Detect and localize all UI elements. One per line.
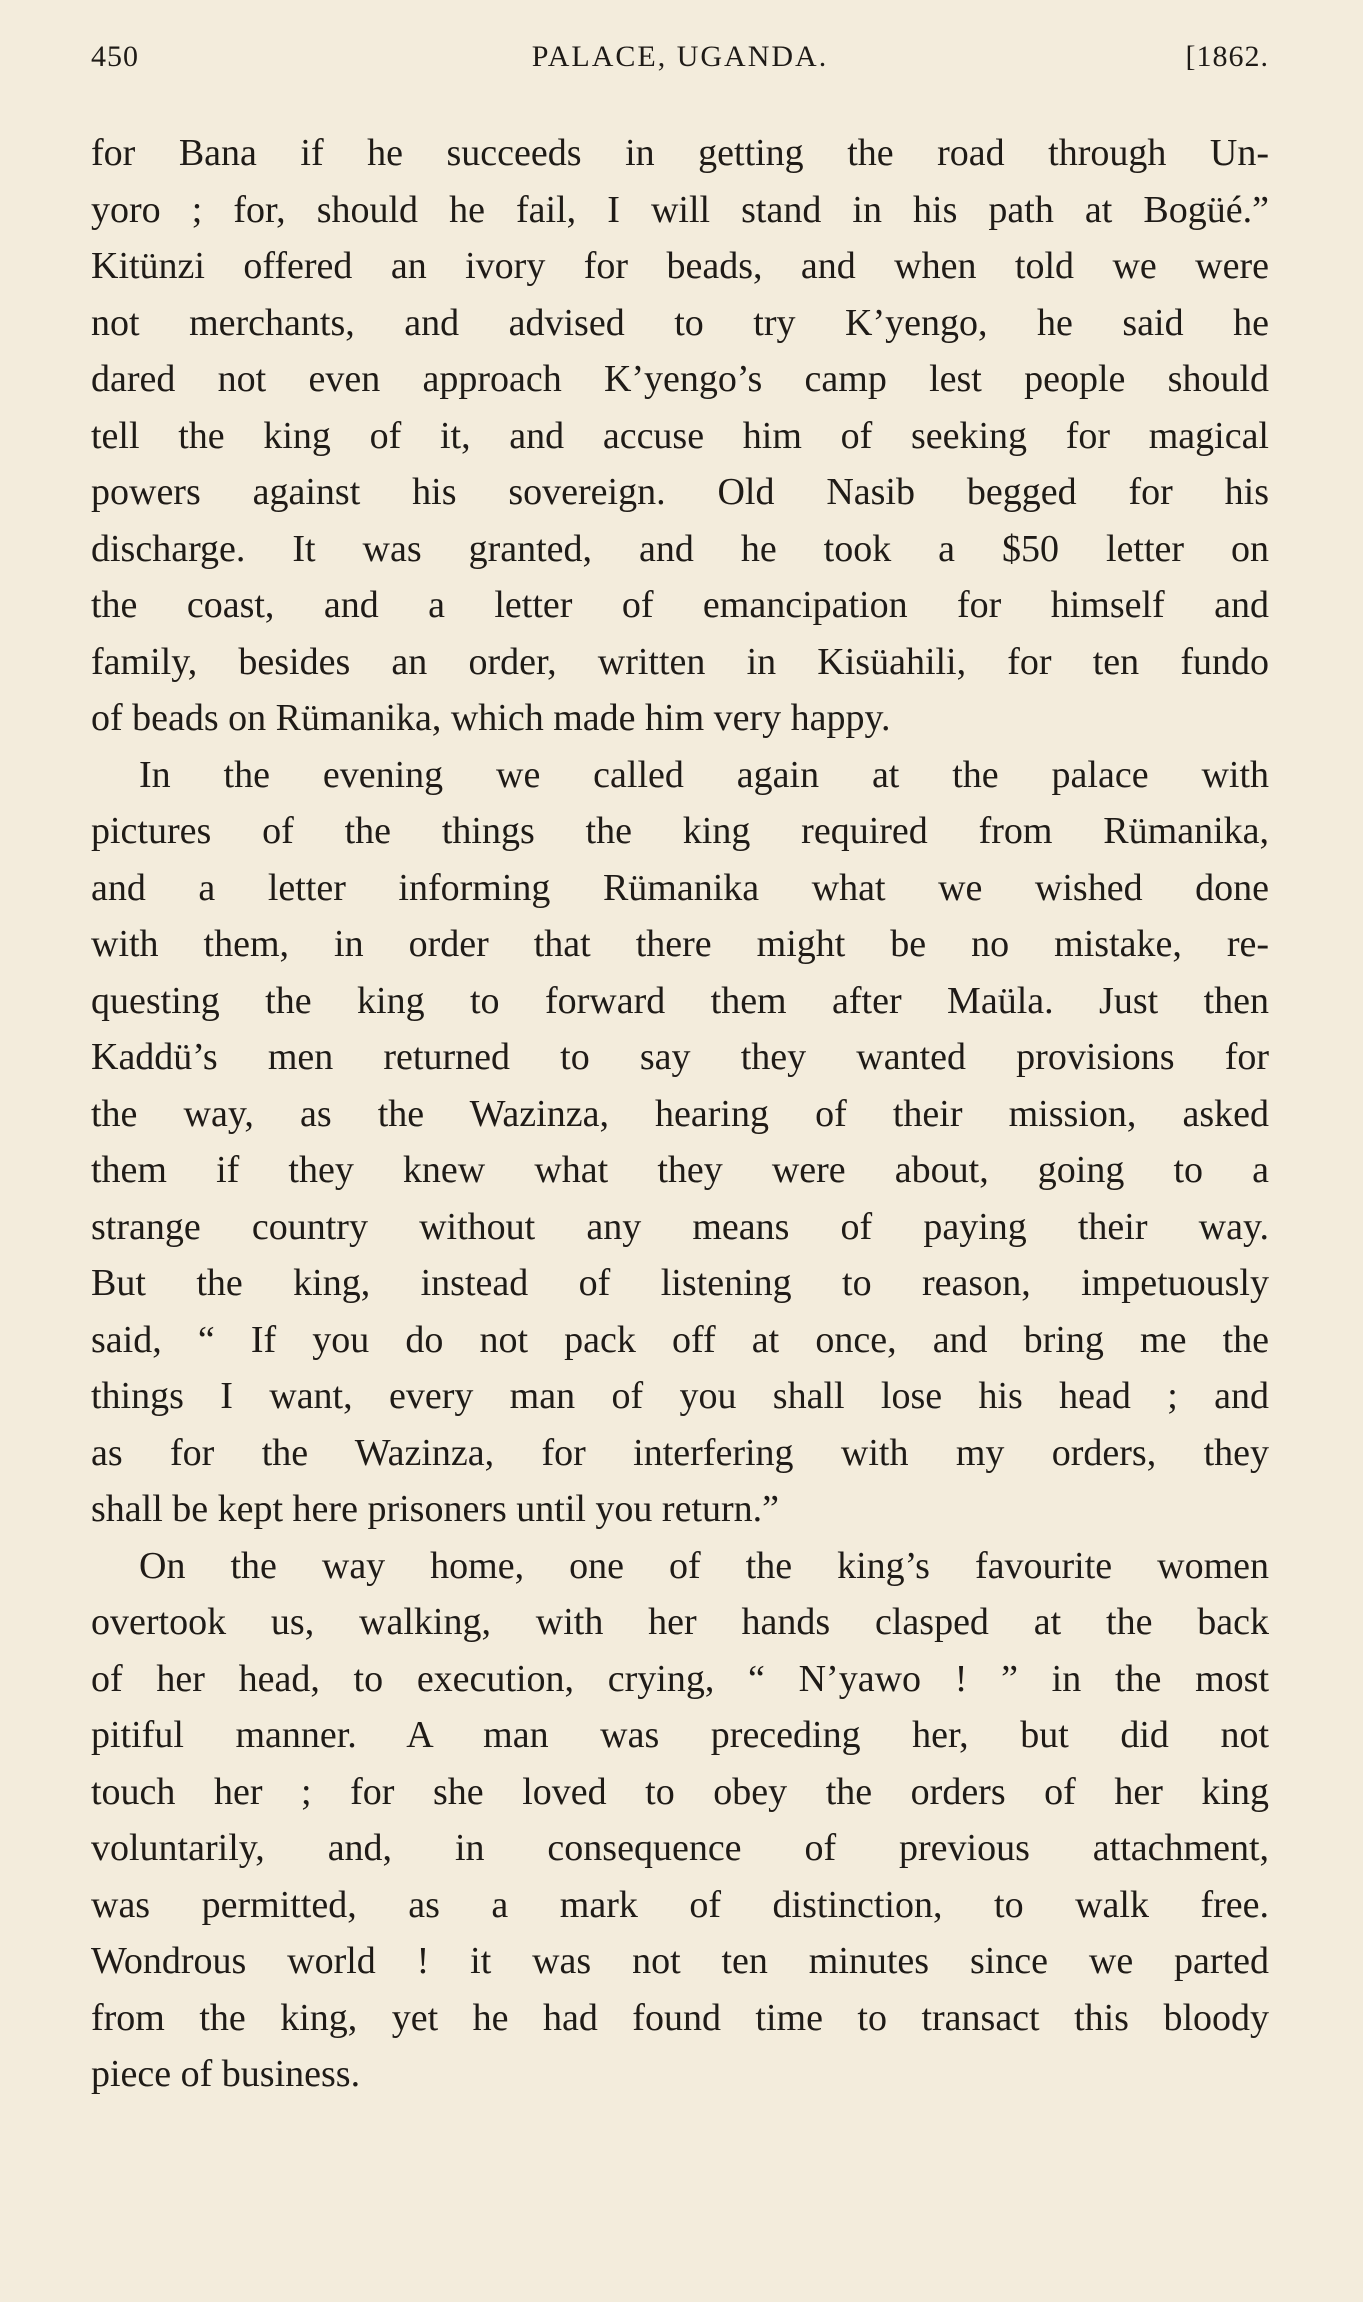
text-line: of beads on Rümanika, which made him very happy. — [91, 697, 891, 739]
text-line: discharge. It was granted, and he took a $50 letter on — [91, 527, 1269, 570]
page-number: 450 — [91, 40, 139, 73]
text-line: and a letter informing Rümanika what we wished done — [91, 866, 1269, 909]
header-year: [1862. — [1185, 40, 1269, 73]
text-line: as for the Wazinza, for interfering with my orders, they — [91, 1431, 1269, 1474]
text-line: But the king, instead of listening to reason, impetuously — [91, 1262, 1269, 1304]
text-line: family, besides an order, written in Kisüahili, for ten fundo — [91, 640, 1269, 683]
text-line: said, “ If you do not pack off at once, and bring me the — [91, 1318, 1269, 1361]
text-line: pictures of the things the king required from Rümanika, — [91, 810, 1269, 852]
text-line: voluntarily, and, in consequence of previous attachment, — [91, 1827, 1269, 1869]
text-line: from the king, yet he had found time to transact this bloody — [91, 1996, 1269, 2039]
text-line: with them, in order that there might be no mistake, re- — [91, 923, 1269, 965]
text-line: of her head, to execution, crying, “ N’yawo ! ” in the most — [91, 1657, 1269, 1700]
text-line: the coast, and a letter of emancipation for himself and — [91, 584, 1269, 626]
text-line: strange country without any means of paying their way. — [91, 1205, 1269, 1248]
text-line: tell the king of it, and accuse him of seeking for magical — [91, 414, 1269, 457]
text-line: Kitünzi offered an ivory for beads, and when told we were — [91, 245, 1269, 287]
text-line: dared not even approach K’yengo’s camp lest people should — [91, 358, 1269, 400]
text-line: In the evening we called again at the palace with — [139, 753, 1269, 796]
running-title: PALACE, UGANDA. — [531, 40, 829, 73]
text-line: yoro ; for, should he fail, I will stand in his path at Bogüé.” — [91, 188, 1269, 231]
running-head — [91, 40, 1269, 92]
text-line: shall be kept here prisoners until you return.” — [91, 1488, 780, 1530]
body-text — [91, 125, 1269, 2103]
text-line: touch her ; for she loved to obey the orders of her king — [91, 1770, 1269, 1813]
text-line: them if they knew what they were about, going to a — [91, 1149, 1269, 1191]
text-line: the way, as the Wazinza, hearing of their mission, asked — [91, 1092, 1269, 1135]
text-line: Kaddü’s men returned to say they wanted provisions for — [91, 1036, 1269, 1078]
text-line: powers against his sovereign. Old Nasib begged for his — [91, 471, 1269, 513]
text-line: Wondrous world ! it was not ten minutes since we parted — [91, 1940, 1269, 1982]
text-line: things I want, every man of you shall lose his head ; and — [91, 1375, 1269, 1417]
text-line: was permitted, as a mark of distinction, to walk free. — [91, 1883, 1269, 1926]
text-line: On the way home, one of the king’s favourite women — [139, 1544, 1269, 1587]
text-line: not merchants, and advised to try K’yengo, he said he — [91, 301, 1269, 344]
text-line: pitiful manner. A man was preceding her, but did not — [91, 1714, 1269, 1756]
text-line: piece of business. — [91, 2053, 361, 2095]
text-line: questing the king to forward them after Maüla. Just then — [91, 979, 1269, 1022]
text-line: for Bana if he succeeds in getting the road through Un- — [91, 132, 1269, 174]
text-line: overtook us, walking, with her hands clasped at the back — [91, 1601, 1269, 1643]
